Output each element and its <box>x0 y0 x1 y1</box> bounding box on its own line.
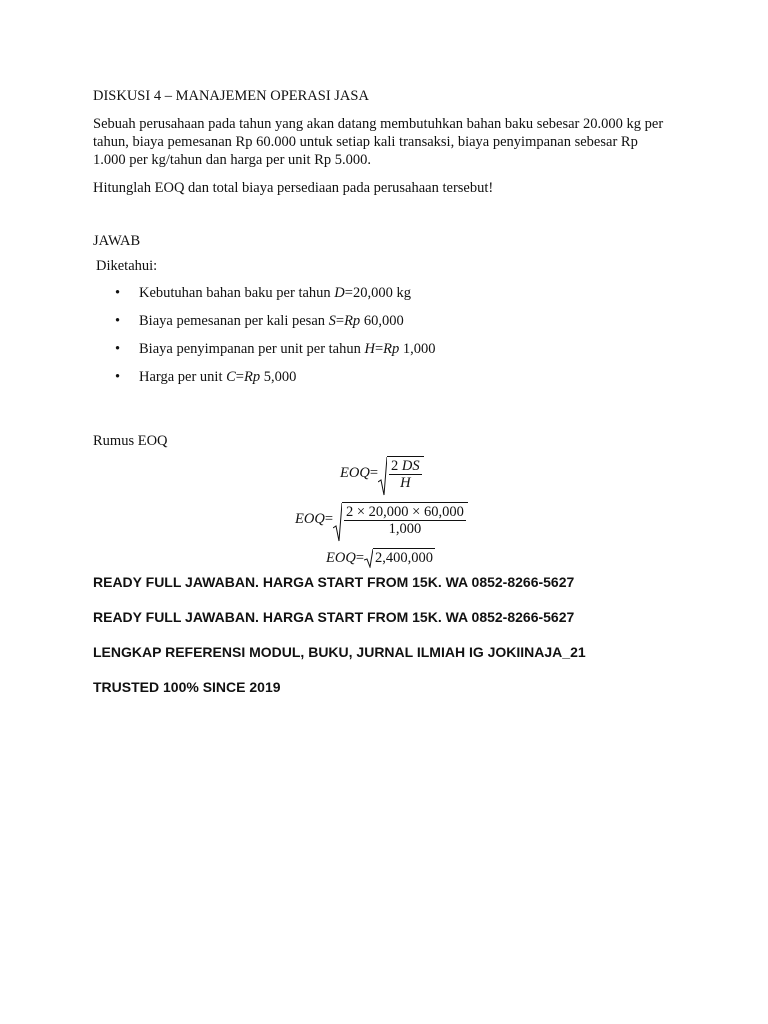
bullet-icon: • <box>115 285 121 301</box>
promo-line: READY FULL JAWABAN. HARGA START FROM 15K. WA 0852-8266-5627 <box>93 574 575 590</box>
sqrt-sign <box>333 502 468 537</box>
numerator-vars: DS <box>401 458 420 474</box>
formula-equals: = <box>355 550 364 566</box>
numerator-coef: 2 <box>391 458 402 474</box>
list-item <box>93 285 673 313</box>
formula-lhs: EOQ <box>326 550 356 566</box>
item-value: 20,000 <box>352 285 393 301</box>
formula-fraction <box>389 458 422 491</box>
item-currency: Rp <box>383 341 400 357</box>
promo-line: TRUSTED 100% SINCE 2019 <box>93 679 281 695</box>
numerator: 2 × 20,000 × 60,000 <box>346 504 464 520</box>
known-list <box>93 285 673 397</box>
answer-label: JAWAB <box>93 233 141 249</box>
denominator: 1,000 <box>388 521 422 537</box>
list-item <box>93 341 673 369</box>
sqrt-sign <box>378 456 424 491</box>
eoq-substitution <box>295 502 673 542</box>
item-text: Biaya pemesanan per kali pesan <box>139 313 329 329</box>
item-variable: D <box>334 285 345 301</box>
promo-line: READY FULL JAWABAN. HARGA START FROM 15K. WA 0852-8266-5627 <box>93 609 575 625</box>
bullet-icon: • <box>115 341 121 357</box>
formula-lhs: EOQ <box>295 510 325 527</box>
bullet-icon: • <box>115 313 121 329</box>
item-variable: H <box>364 341 375 357</box>
item-value: 1,000 <box>399 341 436 357</box>
item-value: 60,000 <box>360 313 404 329</box>
promo-line: LENGKAP REFERENSI MODUL, BUKU, JURNAL ILMIAH IG JOKIINAJA_21 <box>93 644 586 660</box>
item-equals: = <box>235 369 244 385</box>
known-label: Diketahui: <box>96 258 158 274</box>
radicand: 2,400,000 <box>375 550 433 566</box>
bullet-icon: • <box>115 369 121 385</box>
eoq-formula <box>340 456 673 496</box>
item-equals: = <box>344 285 353 301</box>
item-unit: kg <box>392 285 411 301</box>
item-text: Biaya penyimpanan per unit per tahun <box>139 341 365 357</box>
question-instruction: Hitunglah EOQ dan total biaya persediaan pada perusahaan tersebut! <box>93 180 494 196</box>
document-page <box>93 88 673 695</box>
item-currency: Rp <box>243 369 261 385</box>
list-item <box>93 313 673 341</box>
item-variable: S <box>328 313 336 329</box>
item-variable: C <box>226 369 236 385</box>
formula-equals: = <box>369 464 378 481</box>
formula-equals: = <box>324 510 333 527</box>
formula-label: Rumus EOQ <box>93 433 168 449</box>
sqrt-sign <box>364 548 435 567</box>
item-text: Harga per unit <box>139 369 227 385</box>
item-currency: Rp <box>344 313 361 329</box>
item-equals: = <box>335 313 345 329</box>
denominator: H <box>400 475 411 491</box>
formula-fraction <box>344 504 466 537</box>
doc-title: DISKUSI 4 – MANAJEMEN OPERASI JASA <box>93 88 369 104</box>
list-item <box>93 369 673 397</box>
eoq-result <box>326 548 673 570</box>
question-paragraph: Sebuah perusahaan pada tahun yang akan datang membutuhkan bahan baku sebesar 20.000 kg per tahun, biaya pemesanan Rp 60.000 untuk setiap kali transaksi, biaya penyimpanan sebesar Rp 1.000 per kg/tahun dan harga per unit Rp 5.000. <box>93 116 664 168</box>
item-value: 5,000 <box>260 369 297 385</box>
item-text: Kebutuhan bahan baku per tahun <box>139 285 335 301</box>
item-equals: = <box>374 341 384 357</box>
formula-lhs: EOQ <box>340 464 370 481</box>
